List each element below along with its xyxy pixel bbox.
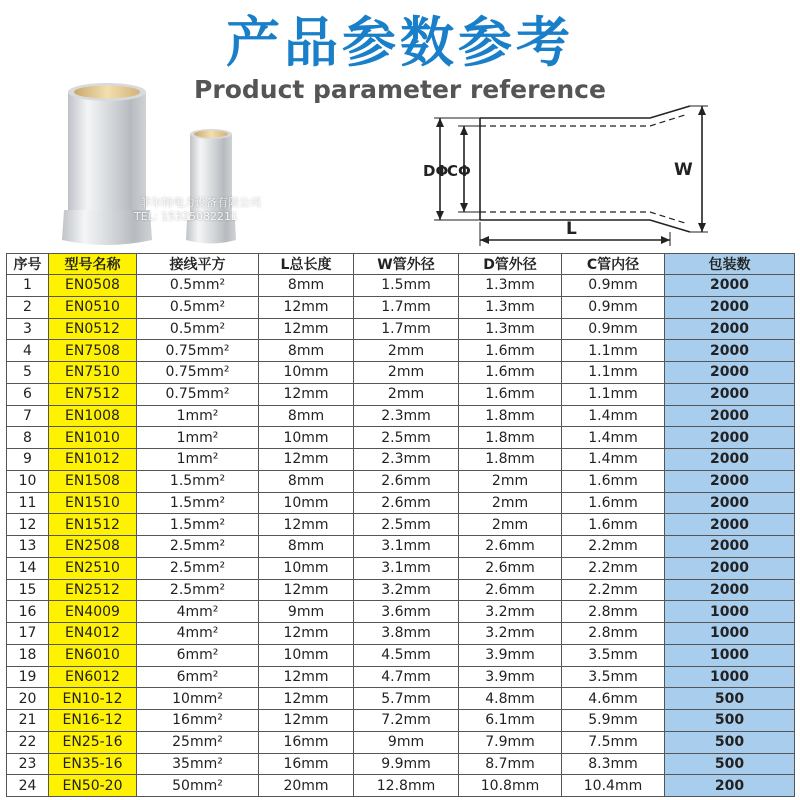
- cell-d-diameter: 3.9mm: [459, 644, 562, 666]
- cell-w-diameter: 4.5mm: [354, 644, 459, 666]
- cell-wire-area: 16mm²: [137, 710, 259, 732]
- cell-d-diameter: 7.9mm: [459, 731, 562, 753]
- cell-length: 12mm: [259, 688, 354, 710]
- cell-package: 2000: [665, 340, 795, 362]
- cell-length: 12mm: [259, 710, 354, 732]
- table-row: [7, 579, 795, 601]
- cell-length: 12mm: [259, 514, 354, 536]
- cell-d-diameter: 8.7mm: [459, 753, 562, 775]
- cell-wire-area: 1mm²: [137, 449, 259, 471]
- cell-length: 10mm: [259, 362, 354, 384]
- cell-length: 12mm: [259, 383, 354, 405]
- cell-c-diameter: 0.9mm: [562, 296, 665, 318]
- table-row: [7, 557, 795, 579]
- cell-wire-area: 10mm²: [137, 688, 259, 710]
- cell-index: 14: [7, 557, 49, 579]
- cell-wire-area: 2.5mm²: [137, 536, 259, 558]
- cell-w-diameter: 3.1mm: [354, 557, 459, 579]
- cell-c-diameter: 1.6mm: [562, 470, 665, 492]
- cell-package: 200: [665, 775, 795, 797]
- cell-c-diameter: 0.9mm: [562, 318, 665, 340]
- cell-model: EN16-12: [49, 710, 137, 732]
- dimension-diagram: [420, 100, 720, 250]
- diagram-label-w: W: [674, 160, 693, 180]
- cell-w-diameter: 1.5mm: [354, 275, 459, 297]
- cell-wire-area: 1.5mm²: [137, 514, 259, 536]
- cell-w-diameter: 3.1mm: [354, 536, 459, 558]
- cell-length: 12mm: [259, 666, 354, 688]
- table-row: [7, 405, 795, 427]
- diagram-label-c: CΦ: [447, 162, 471, 180]
- cell-model: EN1512: [49, 514, 137, 536]
- cell-index: 2: [7, 296, 49, 318]
- cell-model: EN1012: [49, 449, 137, 471]
- cell-d-diameter: 3.2mm: [459, 601, 562, 623]
- cell-wire-area: 0.5mm²: [137, 296, 259, 318]
- cell-model: EN50-20: [49, 775, 137, 797]
- cell-wire-area: 25mm²: [137, 731, 259, 753]
- cell-index: 10: [7, 470, 49, 492]
- cell-model: EN7508: [49, 340, 137, 362]
- cell-w-diameter: 7.2mm: [354, 710, 459, 732]
- table-row: [7, 666, 795, 688]
- cell-d-diameter: 3.9mm: [459, 666, 562, 688]
- cell-c-diameter: 10.4mm: [562, 775, 665, 797]
- cell-c-diameter: 1.6mm: [562, 492, 665, 514]
- cell-wire-area: 1.5mm²: [137, 492, 259, 514]
- cell-d-diameter: 2.6mm: [459, 536, 562, 558]
- cell-model: EN1008: [49, 405, 137, 427]
- diagram-label-l: L: [566, 219, 577, 239]
- cell-index: 24: [7, 775, 49, 797]
- cell-package: 500: [665, 753, 795, 775]
- cell-d-diameter: 2mm: [459, 470, 562, 492]
- cell-package: 2000: [665, 362, 795, 384]
- cell-length: 12mm: [259, 623, 354, 645]
- cell-wire-area: 0.75mm²: [137, 362, 259, 384]
- cell-d-diameter: 1.8mm: [459, 427, 562, 449]
- cell-length: 12mm: [259, 296, 354, 318]
- cell-length: 8mm: [259, 405, 354, 427]
- product-photo: [60, 80, 300, 255]
- cell-model: EN1510: [49, 492, 137, 514]
- cell-d-diameter: 6.1mm: [459, 710, 562, 732]
- cell-wire-area: 50mm²: [137, 775, 259, 797]
- cell-model: EN4012: [49, 623, 137, 645]
- cell-w-diameter: 3.6mm: [354, 601, 459, 623]
- header-length: L总长度: [259, 254, 354, 275]
- cell-d-diameter: 1.6mm: [459, 340, 562, 362]
- cell-index: 23: [7, 753, 49, 775]
- cell-index: 12: [7, 514, 49, 536]
- table-body: [7, 275, 795, 797]
- cell-w-diameter: 2.3mm: [354, 449, 459, 471]
- cell-index: 15: [7, 579, 49, 601]
- cell-d-diameter: 2mm: [459, 492, 562, 514]
- cell-c-diameter: 5.9mm: [562, 710, 665, 732]
- cell-wire-area: 6mm²: [137, 666, 259, 688]
- page-subtitle: Product parameter reference: [194, 75, 606, 104]
- table-row: [7, 275, 795, 297]
- cell-d-diameter: 2.6mm: [459, 557, 562, 579]
- cell-length: 16mm: [259, 731, 354, 753]
- table-row: [7, 340, 795, 362]
- cell-length: 8mm: [259, 340, 354, 362]
- cell-d-diameter: 2mm: [459, 514, 562, 536]
- cell-d-diameter: 1.6mm: [459, 383, 562, 405]
- cell-model: EN0508: [49, 275, 137, 297]
- cell-wire-area: 0.75mm²: [137, 383, 259, 405]
- cell-package: 2000: [665, 449, 795, 471]
- table-row: [7, 427, 795, 449]
- cell-model: EN7512: [49, 383, 137, 405]
- cell-model: EN4009: [49, 601, 137, 623]
- cell-model: EN0512: [49, 318, 137, 340]
- cell-package: 2000: [665, 470, 795, 492]
- cell-model: EN0510: [49, 296, 137, 318]
- cell-index: 11: [7, 492, 49, 514]
- table-row: [7, 492, 795, 514]
- cell-package: 500: [665, 688, 795, 710]
- cell-length: 12mm: [259, 318, 354, 340]
- cell-w-diameter: 4.7mm: [354, 666, 459, 688]
- header-wire-area: 接线平方: [137, 254, 259, 275]
- cell-model: EN25-16: [49, 731, 137, 753]
- cell-length: 8mm: [259, 536, 354, 558]
- cell-index: 3: [7, 318, 49, 340]
- parameter-table: [6, 253, 795, 797]
- cell-d-diameter: 4.8mm: [459, 688, 562, 710]
- cell-c-diameter: 1.1mm: [562, 362, 665, 384]
- cell-package: 2000: [665, 405, 795, 427]
- cell-w-diameter: 2mm: [354, 340, 459, 362]
- cell-package: 2000: [665, 514, 795, 536]
- cell-c-diameter: 3.5mm: [562, 666, 665, 688]
- cell-wire-area: 1mm²: [137, 427, 259, 449]
- cell-model: EN1508: [49, 470, 137, 492]
- table-row: [7, 623, 795, 645]
- cell-index: 22: [7, 731, 49, 753]
- table-row: [7, 753, 795, 775]
- cell-index: 7: [7, 405, 49, 427]
- cell-index: 5: [7, 362, 49, 384]
- cell-d-diameter: 2.6mm: [459, 579, 562, 601]
- cell-w-diameter: 9.9mm: [354, 753, 459, 775]
- cell-c-diameter: 3.5mm: [562, 644, 665, 666]
- cell-wire-area: 4mm²: [137, 623, 259, 645]
- cell-package: 1000: [665, 601, 795, 623]
- cell-c-diameter: 1.4mm: [562, 449, 665, 471]
- cell-index: 19: [7, 666, 49, 688]
- cell-w-diameter: 3.2mm: [354, 579, 459, 601]
- cell-package: 2000: [665, 318, 795, 340]
- cell-index: 21: [7, 710, 49, 732]
- cell-model: EN2510: [49, 557, 137, 579]
- cell-w-diameter: 5.7mm: [354, 688, 459, 710]
- cell-package: 2000: [665, 536, 795, 558]
- watermark-tel: TEL: 15325082211: [134, 210, 238, 223]
- cell-length: 16mm: [259, 753, 354, 775]
- cell-wire-area: 35mm²: [137, 753, 259, 775]
- header-index: 序号: [7, 254, 49, 275]
- cell-wire-area: 2.5mm²: [137, 579, 259, 601]
- cell-package: 500: [665, 710, 795, 732]
- cell-model: EN10-12: [49, 688, 137, 710]
- cell-length: 10mm: [259, 557, 354, 579]
- cell-wire-area: 1mm²: [137, 405, 259, 427]
- cell-d-diameter: 10.8mm: [459, 775, 562, 797]
- cell-w-diameter: 2mm: [354, 383, 459, 405]
- cell-w-diameter: 2.5mm: [354, 427, 459, 449]
- cell-w-diameter: 2.6mm: [354, 492, 459, 514]
- table-row: [7, 318, 795, 340]
- cell-model: EN6010: [49, 644, 137, 666]
- cell-d-diameter: 1.8mm: [459, 449, 562, 471]
- cell-length: 8mm: [259, 470, 354, 492]
- header-d-diameter: D管外径: [459, 254, 562, 275]
- cell-package: 1000: [665, 623, 795, 645]
- cell-w-diameter: 3.8mm: [354, 623, 459, 645]
- cell-c-diameter: 2.2mm: [562, 579, 665, 601]
- header-c-diameter: C管内径: [562, 254, 665, 275]
- header-w-diameter: W管外径: [354, 254, 459, 275]
- cell-d-diameter: 3.2mm: [459, 623, 562, 645]
- cell-c-diameter: 4.6mm: [562, 688, 665, 710]
- cell-w-diameter: 12.8mm: [354, 775, 459, 797]
- cell-model: EN6012: [49, 666, 137, 688]
- cell-wire-area: 0.5mm²: [137, 275, 259, 297]
- cell-length: 10mm: [259, 644, 354, 666]
- cell-d-diameter: 1.3mm: [459, 296, 562, 318]
- cell-c-diameter: 1.6mm: [562, 514, 665, 536]
- cell-length: 10mm: [259, 427, 354, 449]
- table-row: [7, 536, 795, 558]
- cell-model: EN2512: [49, 579, 137, 601]
- cell-c-diameter: 8.3mm: [562, 753, 665, 775]
- cell-c-diameter: 2.8mm: [562, 601, 665, 623]
- cell-length: 12mm: [259, 449, 354, 471]
- cell-package: 1000: [665, 644, 795, 666]
- cell-length: 12mm: [259, 579, 354, 601]
- cell-index: 4: [7, 340, 49, 362]
- cell-model: EN35-16: [49, 753, 137, 775]
- cell-c-diameter: 1.4mm: [562, 427, 665, 449]
- table-row: [7, 470, 795, 492]
- cell-w-diameter: 1.7mm: [354, 318, 459, 340]
- cell-wire-area: 0.5mm²: [137, 318, 259, 340]
- cell-wire-area: 0.75mm²: [137, 340, 259, 362]
- cell-c-diameter: 1.4mm: [562, 405, 665, 427]
- table-row: [7, 383, 795, 405]
- cell-model: EN1010: [49, 427, 137, 449]
- table-row: [7, 362, 795, 384]
- cell-index: 16: [7, 601, 49, 623]
- cell-package: 2000: [665, 579, 795, 601]
- cell-d-diameter: 1.8mm: [459, 405, 562, 427]
- table-row: [7, 601, 795, 623]
- cell-w-diameter: 2.3mm: [354, 405, 459, 427]
- cell-d-diameter: 1.6mm: [459, 362, 562, 384]
- cell-w-diameter: 2.5mm: [354, 514, 459, 536]
- cell-length: 20mm: [259, 775, 354, 797]
- cell-length: 8mm: [259, 275, 354, 297]
- cell-index: 20: [7, 688, 49, 710]
- watermark-company: 菲尔特电力设备有限公司: [140, 196, 261, 209]
- cell-length: 10mm: [259, 492, 354, 514]
- cell-package: 2000: [665, 557, 795, 579]
- cell-package: 2000: [665, 492, 795, 514]
- cell-index: 6: [7, 383, 49, 405]
- table-row: [7, 775, 795, 797]
- cell-c-diameter: 2.2mm: [562, 557, 665, 579]
- cell-package: 2000: [665, 275, 795, 297]
- table-row: [7, 449, 795, 471]
- cell-wire-area: 6mm²: [137, 644, 259, 666]
- small-ferrule: [186, 129, 236, 244]
- cell-wire-area: 2.5mm²: [137, 557, 259, 579]
- cell-w-diameter: 1.7mm: [354, 296, 459, 318]
- cell-c-diameter: 1.1mm: [562, 340, 665, 362]
- cell-d-diameter: 1.3mm: [459, 275, 562, 297]
- diagram-label-d: DΦ: [423, 162, 449, 180]
- cell-d-diameter: 1.3mm: [459, 318, 562, 340]
- cell-c-diameter: 2.8mm: [562, 623, 665, 645]
- page-title: 产品参数参考: [226, 11, 574, 74]
- cell-model: EN7510: [49, 362, 137, 384]
- cell-index: 8: [7, 427, 49, 449]
- cell-package: 500: [665, 731, 795, 753]
- header-model: 型号名称: [49, 254, 137, 275]
- cell-index: 18: [7, 644, 49, 666]
- table-row: [7, 688, 795, 710]
- cell-model: EN2508: [49, 536, 137, 558]
- cell-index: 13: [7, 536, 49, 558]
- cell-package: 2000: [665, 427, 795, 449]
- cell-c-diameter: 2.2mm: [562, 536, 665, 558]
- cell-package: 1000: [665, 666, 795, 688]
- cell-package: 2000: [665, 296, 795, 318]
- table-row: [7, 296, 795, 318]
- cell-wire-area: 1.5mm²: [137, 470, 259, 492]
- cell-wire-area: 4mm²: [137, 601, 259, 623]
- cell-c-diameter: 1.1mm: [562, 383, 665, 405]
- header-package: 包装数: [665, 254, 795, 275]
- cell-length: 9mm: [259, 601, 354, 623]
- table-header-row: [7, 254, 795, 275]
- table-row: [7, 731, 795, 753]
- cell-package: 2000: [665, 383, 795, 405]
- table-row: [7, 514, 795, 536]
- cell-w-diameter: 2mm: [354, 362, 459, 384]
- cell-c-diameter: 0.9mm: [562, 275, 665, 297]
- cell-index: 9: [7, 449, 49, 471]
- cell-c-diameter: 7.5mm: [562, 731, 665, 753]
- cell-index: 17: [7, 623, 49, 645]
- table-row: [7, 710, 795, 732]
- cell-index: 1: [7, 275, 49, 297]
- cell-w-diameter: 9mm: [354, 731, 459, 753]
- cell-w-diameter: 2.6mm: [354, 470, 459, 492]
- table-row: [7, 644, 795, 666]
